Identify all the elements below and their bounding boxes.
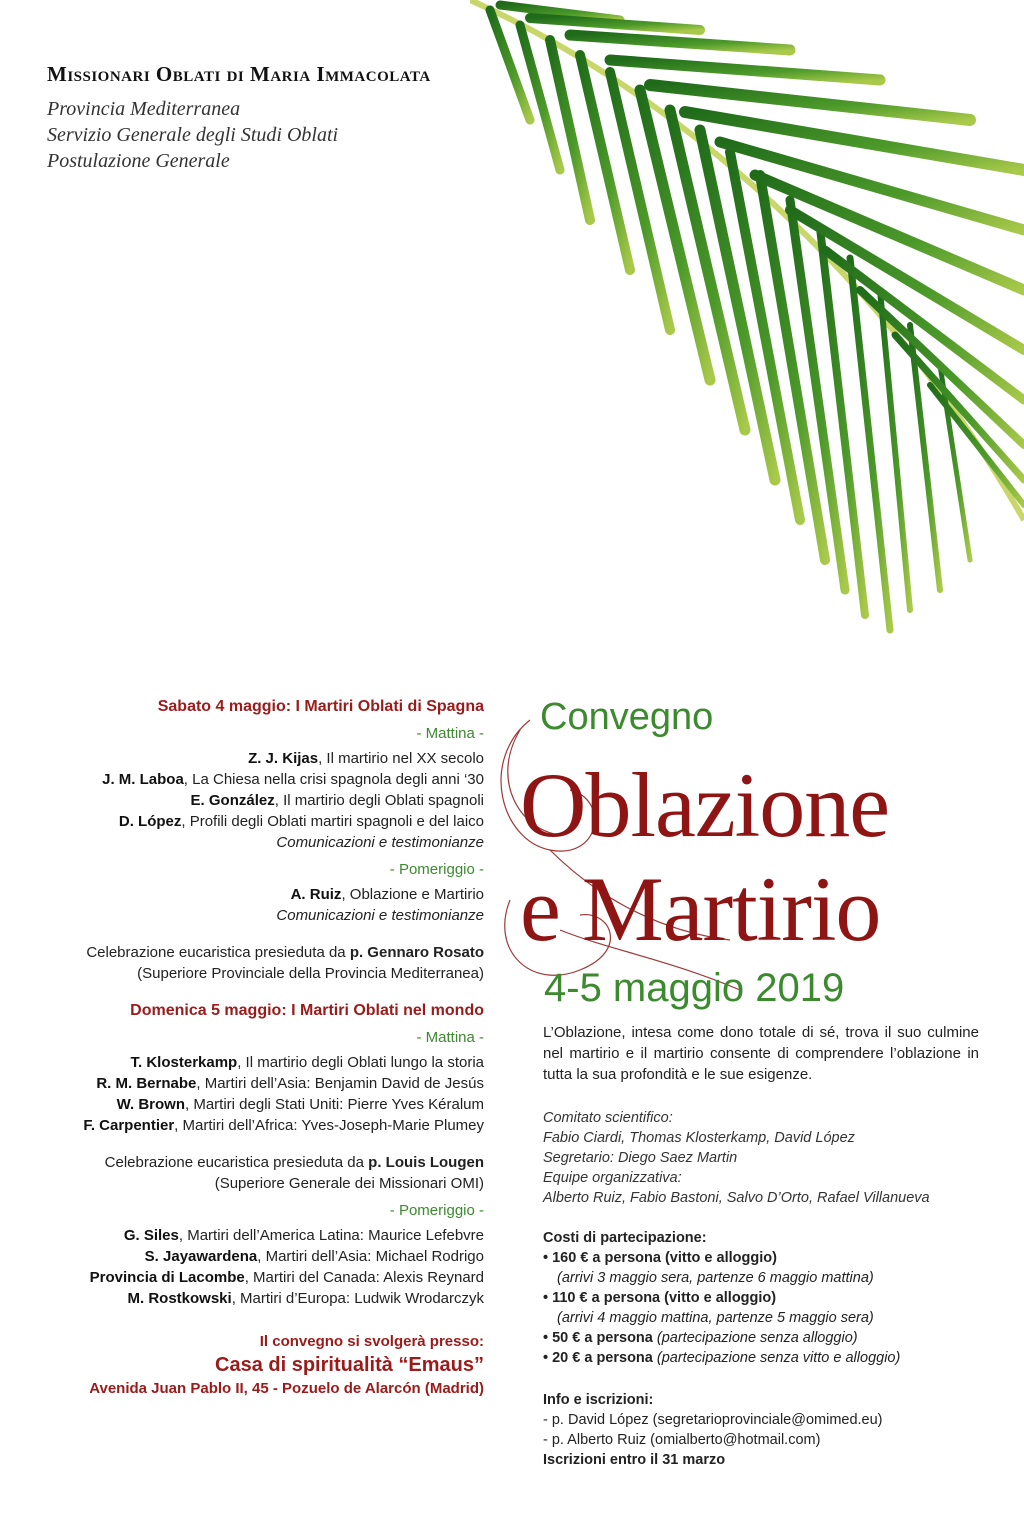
talk-topic: , Martiri degli Stati Uniti: Pierre Yves Kéralum <box>185 1096 484 1113</box>
saturday-title: Sabato 4 maggio: I Martiri Oblati di Spagna <box>157 698 484 715</box>
title-dates: 4-5 maggio 2019 <box>544 966 845 1010</box>
secretary: Segretario: Diego Saez Martin <box>543 1150 738 1166</box>
saturday-morning-note: Comunicazioni e testimonianze <box>276 834 484 851</box>
mass-text: Celebrazione eucaristica presieduta da <box>104 1154 369 1171</box>
mass-text: Celebrazione eucaristica presieduta da <box>86 944 350 961</box>
talk-row <box>20 1052 484 1073</box>
saturday-afternoon-label: - Pomeriggio - <box>389 861 484 878</box>
speaker-name: J. M. Laboa <box>102 771 184 788</box>
cost-item: • 160 € a persona (vitto e alloggio) <box>543 1250 777 1266</box>
cost-note: (arrivi 3 maggio sera, partenze 6 maggio mattina) <box>557 1270 874 1286</box>
talk-row <box>20 1073 484 1094</box>
team-names: Alberto Ruiz, Fabio Bastoni, Salvo D’Orto, Rafael Villanueva <box>543 1190 930 1206</box>
talk-topic: , Martiri dell’Africa: Yves-Joseph-Marie Plumey <box>174 1117 484 1134</box>
speaker-name: M. Rostkowski <box>127 1290 232 1307</box>
talk-row <box>20 748 484 769</box>
sunday-afternoon-label: - Pomeriggio - <box>389 1202 484 1219</box>
cost-item: • 50 € a persona <box>543 1330 653 1346</box>
cost-item: • 20 € a persona <box>543 1350 653 1366</box>
cost-item: • 110 € a persona (vitto e alloggio) <box>543 1290 777 1306</box>
talk-topic: , Martiri del Canada: Alexis Reynard <box>244 1269 484 1286</box>
speaker-name: R. M. Bernabe <box>96 1075 197 1092</box>
saturday-afternoon-note: Comunicazioni e testimonianze <box>276 907 484 924</box>
talk-row <box>20 1225 484 1246</box>
venue-label: Il convegno si svolgerà presso: <box>259 1333 484 1350</box>
info-title: Info e iscrizioni: <box>543 1392 654 1408</box>
talk-topic: , Martiri dell’America Latina: Maurice Lefebvre <box>178 1227 484 1244</box>
talk-row <box>20 1094 484 1115</box>
org-line-province: Provincia Mediterranea <box>47 98 241 120</box>
contact-line: - p. Alberto Ruiz (omialberto@hotmail.com) <box>543 1432 821 1448</box>
sunday-mass-role: (Superiore Generale dei Missionari OMI) <box>214 1175 484 1192</box>
palm-leaf-image <box>470 0 1024 640</box>
saturday-morning-label: - Mattina - <box>416 725 484 742</box>
talk-row <box>20 1267 484 1288</box>
cost-note: (partecipazione senza alloggio) <box>656 1330 858 1346</box>
cost-note: (partecipazione senza vitto e alloggio) <box>656 1350 901 1366</box>
talk-topic: , La Chiesa nella crisi spagnola degli anni ‘30 <box>183 771 484 788</box>
talk-topic: , Il martirio nel XX secolo <box>318 750 484 767</box>
program-column <box>20 696 484 1399</box>
contact-line: - p. David López (segretarioprovinciale@omimed.eu) <box>543 1412 883 1428</box>
talk-row <box>20 884 484 905</box>
mass-celebrant: p. Gennaro Rosato <box>349 944 484 961</box>
speaker-name: A. Ruiz <box>290 886 342 903</box>
saturday-mass-role: (Superiore Provinciale della Provincia Mediterranea) <box>137 965 484 982</box>
talk-row <box>20 769 484 790</box>
speaker-name: T. Klosterkamp <box>130 1054 238 1071</box>
sunday-morning-label: - Mattina - <box>416 1029 484 1046</box>
speaker-name: E. González <box>190 792 275 809</box>
costs-title: Costi di partecipazione: <box>543 1230 707 1246</box>
talk-topic: , Profili degli Oblati martiri spagnoli e del laico <box>181 813 484 830</box>
saturday-mass <box>20 942 484 963</box>
speaker-name: Provincia di Lacombe <box>89 1269 245 1286</box>
speaker-name: S. Jayawardena <box>144 1248 258 1265</box>
talk-topic: , Martiri d’Europa: Ludwik Wrodarczyk <box>231 1290 484 1307</box>
costs-block <box>543 1228 983 1368</box>
speaker-name: F. Carpentier <box>83 1117 175 1134</box>
title-convegno: Convegno <box>540 696 714 738</box>
speaker-name: D. López <box>118 813 182 830</box>
committee-names: Fabio Ciardi, Thomas Klosterkamp, David López <box>543 1130 855 1146</box>
talk-row <box>20 1288 484 1309</box>
org-line-service: Servizio Generale degli Studi Oblati <box>47 124 339 146</box>
intro-paragraph: L’Oblazione, intesa come dono totale di sé, trova il suo culmine nel martirio e il martirio consente di comprendere l’oblazione in tutta la sua profondità e le sue esigenze. <box>543 1024 979 1083</box>
venue-address: Avenida Juan Pablo II, 45 - Pozuelo de Alarcón (Madrid) <box>89 1380 484 1397</box>
speaker-name: G. Siles <box>123 1227 179 1244</box>
info-block <box>543 1390 983 1470</box>
team-label: Equipe organizzativa: <box>543 1170 682 1186</box>
venue-name: Casa di spiritualità “Emaus” <box>215 1354 484 1376</box>
talk-row <box>20 811 484 832</box>
cost-note: (arrivi 4 maggio mattina, partenze 5 maggio sera) <box>557 1310 874 1326</box>
committee-label: Comitato scientifico: <box>543 1110 673 1126</box>
mass-celebrant: p. Louis Lougen <box>368 1154 484 1171</box>
talk-topic: , Martiri dell’Asia: Michael Rodrigo <box>257 1248 484 1265</box>
organization-name: Missionari Oblati di Maria Immacolata <box>47 62 431 86</box>
talk-topic: , Il martirio degli Oblati spagnoli <box>274 792 484 809</box>
title-oblazione: Oblazione <box>520 754 890 856</box>
talk-row <box>20 1115 484 1136</box>
talk-row <box>20 1246 484 1267</box>
speaker-name: W. Brown <box>116 1096 185 1113</box>
registration-deadline: Iscrizioni entro il 31 marzo <box>543 1452 726 1468</box>
talk-topic: , Martiri dell’Asia: Benjamin David de Jesús <box>196 1075 484 1092</box>
speaker-name: Z. J. Kijas <box>248 750 319 767</box>
org-line-postulation: Postulazione Generale <box>47 150 230 172</box>
talk-topic: , Oblazione e Martirio <box>341 886 484 903</box>
committee-block <box>543 1108 983 1208</box>
talk-topic: , Il martirio degli Oblati lungo la storia <box>237 1054 484 1071</box>
title-martirio: e Martirio <box>520 858 881 960</box>
talk-row <box>20 790 484 811</box>
sunday-mass <box>20 1152 484 1173</box>
sunday-title: Domenica 5 maggio: I Martiri Oblati nel mondo <box>130 1002 484 1019</box>
